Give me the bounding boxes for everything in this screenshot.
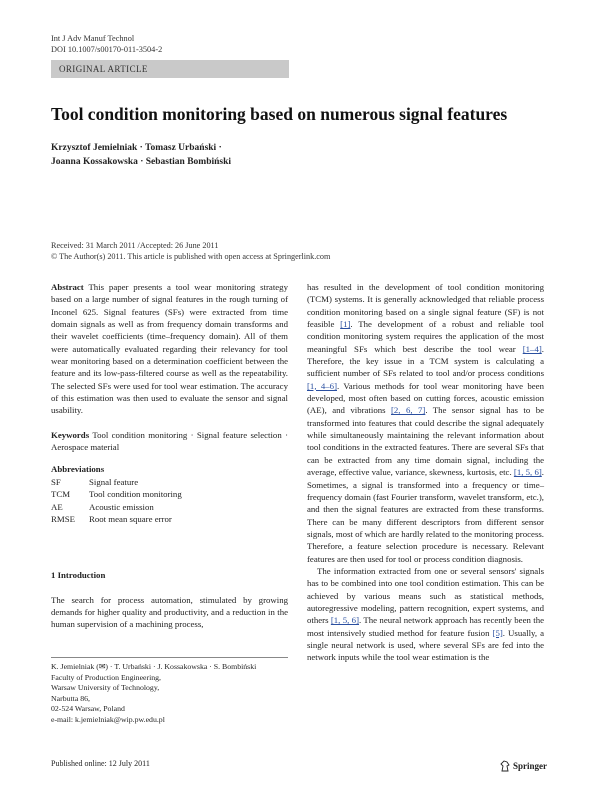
authors-line-2: Joanna Kossakowska · Sebastian Bombiński — [51, 157, 232, 167]
copyright-line: © The Author(s) 2011. This article is published with open access at Springerlink.com — [51, 252, 331, 261]
left-column — [51, 281, 288, 631]
abbr-def: Acoustic emission — [89, 501, 154, 512]
abbreviation-row — [51, 501, 288, 513]
abstract-text: This paper presents a tool wear monitoring strategy based on a large number of signal features in the rough turning of Inconel 625. Signal features (SFs) were extracted from time domain signals as well as from frequency domain transforms and their wavelet coefficients (time–frequency domain). All of them were automatically evaluated regarding their relevancy for tool wear monitoring based on a determination coefficient between the feature and its low-pass-filtered course as well as the repeatability. The selected SFs were used for tool wear estimation. The accuracy of this estimation was then used to evaluate the sensor and signal usability. — [51, 282, 288, 416]
footnote-affiliation: Faculty of Production Engineering, — [51, 672, 162, 682]
springer-horse-icon — [500, 760, 510, 772]
citation-link[interactable]: [1] — [340, 319, 351, 330]
author-list — [51, 141, 231, 169]
intro-paragraph-2: The information extracted from one or several sensors' signals has to be combined into one tool condition estimation. This can be achieved by various means such as statistical methods, autoregressive modeling, pattern recognition, expert systems, and others [1, 5, 6]. The neural network approach has recently been the most intensively studied method for feature fusion [5]. Usually, a single neural network is used, where several SFs are fed into the network inputs while the tool wear estimation is the — [307, 565, 544, 663]
citation-link[interactable]: [1, 4–6] — [307, 380, 338, 391]
footnote-affiliation: 02-524 Warsaw, Poland — [51, 704, 125, 714]
intro-paragraph: The search for process automation, stimulated by growing demands for higher quality and productivity, and a reduction in the human supervision of a machining process, — [51, 594, 288, 630]
author-affiliation-footnote — [51, 657, 288, 726]
footnote-email[interactable]: e-mail: k.jemielniak@wip.pw.edu.pl — [51, 714, 165, 724]
section-heading: 1 Introduction — [51, 570, 106, 581]
abbreviations-heading: Abbreviations — [51, 464, 105, 475]
abbr-key: RMSE — [51, 513, 75, 524]
right-column — [307, 281, 544, 664]
abbr-key: AE — [51, 501, 63, 512]
abstract — [51, 281, 288, 417]
citation-link[interactable]: [5] — [492, 627, 503, 638]
citation-link[interactable]: [1, 5, 6] — [513, 467, 542, 478]
article-type-bar — [51, 60, 289, 78]
footnote-affiliation: Warsaw University of Technology, — [51, 683, 160, 693]
received-info — [51, 240, 330, 262]
publisher-logo — [500, 760, 547, 772]
publisher-name: Springer — [513, 761, 548, 771]
running-header — [51, 33, 162, 55]
abbr-def: Tool condition monitoring — [89, 489, 182, 500]
intro-paragraph-cont: has resulted in the development of tool condition monitoring (TCM) systems. It is generally acknowledged that reliable process condition monitoring based on a single signal feature (SF) is not feasible [1]. The development of a robust and reliable tool condition monitoring system requires the application of the most meaningful SFs which best describe the tool wear [1–4]. Therefore, the key issue in a TCM system is calculating a sufficient number of SFs related to tool and/or process conditions [1, 4–6]. Various methods for tool wear monitoring have been developed, most often based on cutting forces, acoustic emission (AE), and vibrations [2, 6, 7]. The sensor signal has to be transformed into features that could describe the signal adequately while simultaneously maintaining the relevant information about tool conditions in the extracted features. There are several SFs that can be extracted from any time domain signal, including the average, effective value, variance, skewness, kurtosis, etc. [1, 5, 6]. Sometimes, a signal is transformed into a frequency or time–frequency domain (fast Fourier transform, wavelet transform, etc.), and then the signal features are extracted from these transforms. There can be many different descriptors from different sensor signals, most of which are hardly related to the monitoring process. Therefore, a feature selection procedure is necessary. Relevant features are then used for tool or process condition diagnosis. — [307, 282, 544, 564]
citation-link[interactable]: [1–4] — [522, 343, 542, 354]
authors-line-1: Krzysztof Jemielniak · Tomasz Urbański · — [51, 143, 222, 153]
article-type: ORIGINAL ARTICLE — [59, 64, 148, 74]
abstract-label: Abstract — [51, 282, 84, 292]
abbreviation-row — [51, 513, 288, 525]
abbreviation-row — [51, 488, 288, 500]
article-title: Tool condition monitoring based on numerous signal features — [51, 104, 508, 124]
abbr-key: TCM — [51, 489, 71, 500]
journal-name: Int J Adv Manuf Technol — [51, 34, 135, 43]
citation-link[interactable]: [1, 5, 6] — [330, 615, 360, 626]
doi: DOI 10.1007/s00170-011-3504-2 — [51, 45, 163, 54]
received-dates: Received: 31 March 2011 /Accepted: 26 June 2011 — [51, 241, 219, 250]
abbreviation-row — [51, 476, 288, 488]
footnote-authors: K. Jemielniak (✉) · T. Urbański · J. Kossakowska · S. Bombiński — [51, 662, 257, 671]
footnote-affiliation: Narbutta 86, — [51, 693, 90, 703]
abbr-def: Root mean square error — [89, 513, 172, 524]
abbreviations — [51, 463, 288, 525]
keywords-text: Tool condition monitoring · Signal feature selection · Aerospace material — [51, 429, 288, 453]
keywords — [51, 429, 288, 454]
published-online: Published online: 12 July 2011 — [51, 759, 150, 768]
abbr-def: Signal feature — [89, 476, 139, 487]
keywords-label: Keywords — [51, 429, 90, 440]
abbr-key: SF — [51, 476, 61, 487]
citation-link[interactable]: [2, 6, 7] — [390, 405, 426, 416]
